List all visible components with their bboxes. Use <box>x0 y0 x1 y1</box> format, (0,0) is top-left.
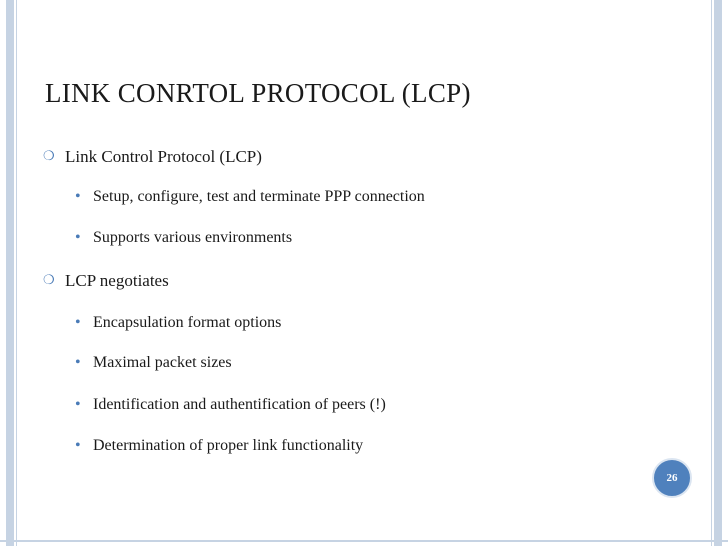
sub-bullet-text: Determination of proper link functionality <box>93 437 364 454</box>
bullet-text: LCP negotiates <box>65 271 169 290</box>
dot-bullet-icon: • <box>75 396 81 413</box>
sub-bullet-text: Supports various environments <box>93 229 293 246</box>
sub-bullet-item <box>75 229 292 247</box>
dot-bullet-icon: • <box>75 188 81 205</box>
frame-right-line <box>711 0 712 546</box>
hollow-bullet-icon: ❍ <box>43 272 55 287</box>
dot-bullet-icon: • <box>75 229 81 246</box>
sub-bullet-item <box>75 188 425 206</box>
sub-bullet-item <box>75 354 232 372</box>
bullet-item <box>43 271 169 291</box>
sub-bullet-text: Encapsulation format options <box>93 314 282 331</box>
frame-right-border <box>714 0 722 546</box>
hollow-bullet-icon: ❍ <box>43 148 55 163</box>
sub-bullet-text: Maximal packet sizes <box>93 354 232 371</box>
dot-bullet-icon: • <box>75 314 81 331</box>
sub-bullet-item <box>75 396 386 414</box>
frame-left-border <box>6 0 14 546</box>
dot-bullet-icon: • <box>75 437 81 454</box>
slide-title: LINK CONRTOL PROTOCOL (LCP) <box>45 78 471 108</box>
frame-bottom-line <box>0 540 728 542</box>
sub-bullet-item <box>75 437 363 455</box>
bullet-text: Link Control Protocol (LCP) <box>65 147 262 166</box>
sub-bullet-text: Setup, configure, test and terminate PPP connection <box>93 188 425 205</box>
dot-bullet-icon: • <box>75 354 81 371</box>
bullet-item <box>43 147 262 167</box>
sub-bullet-text: Identification and authentification of peers (!) <box>93 396 386 413</box>
frame-left-line <box>16 0 17 546</box>
sub-bullet-item <box>75 314 281 332</box>
page-number-badge: 26 <box>652 458 692 498</box>
